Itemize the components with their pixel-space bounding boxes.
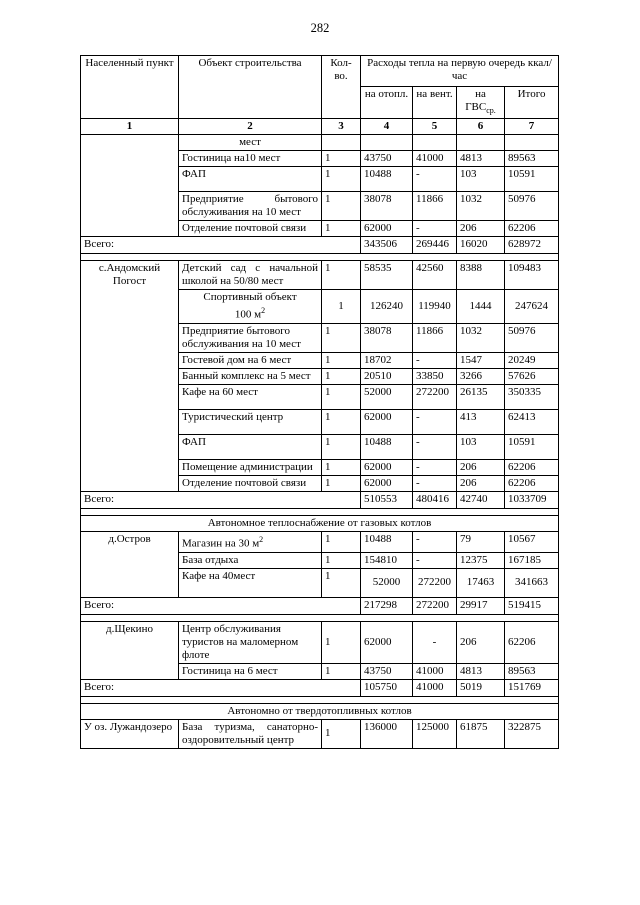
- total-row: [81, 597, 559, 614]
- vent-cell: 480416: [413, 491, 457, 508]
- vent-cell: -: [413, 475, 457, 491]
- column-numbers-row: [81, 119, 559, 135]
- vent-cell: 41000: [413, 151, 457, 167]
- total-cell: 89563: [505, 663, 559, 679]
- heating-cell: 510553: [361, 491, 413, 508]
- heating-cell: 20510: [361, 368, 413, 384]
- total-cell: 341663: [505, 568, 559, 597]
- heating-cell: 10488: [361, 167, 413, 192]
- header-heating: на отопл.: [361, 87, 413, 119]
- vent-cell: -: [413, 621, 457, 663]
- heating-cell: 58535: [361, 261, 413, 290]
- qty-cell: 1: [322, 221, 361, 237]
- heat-consumption-table: [80, 55, 559, 749]
- heating-cell: 126240: [361, 290, 413, 324]
- spacer-row: [81, 508, 559, 515]
- col-num: 3: [322, 119, 361, 135]
- header-row: [81, 56, 559, 87]
- vent-cell: -: [413, 352, 457, 368]
- object-cell: Кафе на 40мест: [179, 568, 322, 597]
- header-settlement: Населенный пункт: [81, 56, 179, 119]
- heating-cell: 62000: [361, 409, 413, 434]
- total-cell: 322875: [505, 719, 559, 748]
- total-cell: 62206: [505, 221, 559, 237]
- hws-cell: 103: [457, 434, 505, 459]
- hws-cell: 4813: [457, 151, 505, 167]
- vent-cell: 41000: [413, 679, 457, 696]
- header-heat: Расходы тепла на первую очередь ккал/час: [361, 56, 559, 87]
- vent-cell: 269446: [413, 237, 457, 254]
- hws-cell: 206: [457, 221, 505, 237]
- spacer-row: [81, 696, 559, 703]
- qty-cell: 1: [322, 621, 361, 663]
- object-cell: Отделение почтовой связи: [179, 221, 322, 237]
- total-cell: 62413: [505, 409, 559, 434]
- hws-cell: 8388: [457, 261, 505, 290]
- hws-cell: 29917: [457, 597, 505, 614]
- heating-cell: 154810: [361, 552, 413, 568]
- total-cell: 10591: [505, 167, 559, 192]
- place-cell: У оз. Лужандозеро: [81, 719, 179, 748]
- total-cell: 519415: [505, 597, 559, 614]
- spacer-row: [81, 254, 559, 261]
- qty-cell: 1: [322, 368, 361, 384]
- qty-cell: 1: [322, 384, 361, 409]
- table-row: [81, 135, 559, 151]
- col-num: 5: [413, 119, 457, 135]
- hws-cell: 413: [457, 409, 505, 434]
- heating-cell: 10488: [361, 434, 413, 459]
- total-cell: 10567: [505, 531, 559, 552]
- qty-cell: 1: [322, 352, 361, 368]
- vent-cell: 33850: [413, 368, 457, 384]
- heating-cell: 136000: [361, 719, 413, 748]
- object-cell: Центр обслуживания туристов на маломерном флоте: [179, 621, 322, 663]
- hws-cell: 26135: [457, 384, 505, 409]
- table-row: [81, 261, 559, 290]
- hws-cell: 206: [457, 459, 505, 475]
- hws-cell: 42740: [457, 491, 505, 508]
- qty-cell: 1: [322, 167, 361, 192]
- place-cell: с.Андомский Погост: [81, 261, 179, 492]
- heating-cell: 105750: [361, 679, 413, 696]
- col-num: 6: [457, 119, 505, 135]
- place-cell: д.Остров: [81, 531, 179, 597]
- vent-cell: -: [413, 167, 457, 192]
- place-cell: д.Щекино: [81, 621, 179, 679]
- total-cell: 50976: [505, 323, 559, 352]
- hws-cell: 16020: [457, 237, 505, 254]
- object-cell: База отдыха: [179, 552, 322, 568]
- qty-cell: 1: [322, 151, 361, 167]
- header-qty: Кол-во.: [322, 56, 361, 119]
- page-number: 282: [310, 21, 330, 35]
- qty-cell: 1: [322, 261, 361, 290]
- heating-cell: 18702: [361, 352, 413, 368]
- object-cell: ФАП: [179, 167, 322, 192]
- total-cell: 628972: [505, 237, 559, 254]
- col-num: 2: [179, 119, 322, 135]
- qty-cell: 1: [322, 409, 361, 434]
- total-cell: 151769: [505, 679, 559, 696]
- total-cell: [505, 135, 559, 151]
- hws-cell: 206: [457, 621, 505, 663]
- hws-cell: 17463: [457, 568, 505, 597]
- section-title: Автономно от твердотопливных котлов: [81, 703, 559, 719]
- total-cell: 167185: [505, 552, 559, 568]
- vent-cell: -: [413, 409, 457, 434]
- spacer-row: [81, 614, 559, 621]
- header-total: Итого: [505, 87, 559, 119]
- heating-cell: 217298: [361, 597, 413, 614]
- heating-cell: 62000: [361, 475, 413, 491]
- total-label: Всего:: [81, 597, 361, 614]
- total-label: Всего:: [81, 679, 361, 696]
- vent-cell: -: [413, 434, 457, 459]
- qty-cell: 1: [322, 323, 361, 352]
- qty-cell: 1: [322, 192, 361, 221]
- vent-cell: -: [413, 221, 457, 237]
- object-cell: Магазин на 30 $м^2$: [179, 531, 322, 552]
- total-cell: 247624: [505, 290, 559, 324]
- object-cell: ФАП: [179, 434, 322, 459]
- hws-cell: 206: [457, 475, 505, 491]
- heating-cell: 52000: [361, 384, 413, 409]
- vent-cell: 125000: [413, 719, 457, 748]
- heating-cell: 43750: [361, 151, 413, 167]
- object-cell: Предприятие бытового обслуживания на 10 мест: [179, 192, 322, 221]
- section-title: Автономное теплоснабжение от газовых котлов: [81, 515, 559, 531]
- vent-cell: 11866: [413, 192, 457, 221]
- vent-cell: -: [413, 459, 457, 475]
- total-label: Всего:: [81, 237, 361, 254]
- hws-cell: 61875: [457, 719, 505, 748]
- total-label: Всего:: [81, 491, 361, 508]
- col-num: 7: [505, 119, 559, 135]
- hws-cell: 1032: [457, 192, 505, 221]
- object-cell: Предприятие бытового обслуживания на 10 мест: [179, 323, 322, 352]
- total-cell: 89563: [505, 151, 559, 167]
- vent-cell: 119940: [413, 290, 457, 324]
- vent-cell: 272200: [413, 597, 457, 614]
- hws-cell: 103: [457, 167, 505, 192]
- object-cell: Детский сад с начальной школой на 50/80 мест: [179, 261, 322, 290]
- total-cell: 50976: [505, 192, 559, 221]
- total-cell: 62206: [505, 621, 559, 663]
- hws-cell: 79: [457, 531, 505, 552]
- vent-cell: 272200: [413, 568, 457, 597]
- heating-cell: 52000: [361, 568, 413, 597]
- vent-cell: -: [413, 552, 457, 568]
- total-cell: 10591: [505, 434, 559, 459]
- qty-cell: 1: [322, 290, 361, 324]
- object-cell: Гостиница на10 мест: [179, 151, 322, 167]
- vent-cell: -: [413, 531, 457, 552]
- qty-cell: 1: [322, 475, 361, 491]
- hws-cell: 1444: [457, 290, 505, 324]
- total-row: [81, 491, 559, 508]
- hws-cell: 12375: [457, 552, 505, 568]
- heating-cell: 10488: [361, 531, 413, 552]
- qty-cell: [322, 135, 361, 151]
- vent-cell: 272200: [413, 384, 457, 409]
- qty-cell: 1: [322, 531, 361, 552]
- qty-cell: 1: [322, 568, 361, 597]
- table-row: [81, 621, 559, 663]
- hws-cell: 1032: [457, 323, 505, 352]
- hws-cell: 3266: [457, 368, 505, 384]
- vent-cell: 41000: [413, 663, 457, 679]
- object-cell: База туризма, санаторно-оздоровительный центр: [179, 719, 322, 748]
- table-row: [81, 531, 559, 552]
- vent-cell: [413, 135, 457, 151]
- object-cell: Банный комплекс на 5 мест: [179, 368, 322, 384]
- total-row: [81, 237, 559, 254]
- object-cell: Помещение администрации: [179, 459, 322, 475]
- heating-cell: 62000: [361, 221, 413, 237]
- section-header-row: [81, 703, 559, 719]
- col-num: 1: [81, 119, 179, 135]
- place-cell: [81, 135, 179, 237]
- heating-cell: 343506: [361, 237, 413, 254]
- heating-cell: 62000: [361, 459, 413, 475]
- qty-cell: 1: [322, 552, 361, 568]
- qty-cell: 1: [322, 719, 361, 748]
- qty-cell: 1: [322, 434, 361, 459]
- object-cell: Отделение почтовой связи: [179, 475, 322, 491]
- object-cell: Гостиница на 6 мест: [179, 663, 322, 679]
- col-num: 4: [361, 119, 413, 135]
- vent-cell: 11866: [413, 323, 457, 352]
- section-header-row: [81, 515, 559, 531]
- hws-cell: [457, 135, 505, 151]
- total-cell: 1033709: [505, 491, 559, 508]
- total-cell: 109483: [505, 261, 559, 290]
- heating-cell: 43750: [361, 663, 413, 679]
- qty-cell: 1: [322, 459, 361, 475]
- object-cell: Кафе на 60 мест: [179, 384, 322, 409]
- total-cell: 62206: [505, 459, 559, 475]
- total-cell: 20249: [505, 352, 559, 368]
- table-row: [81, 719, 559, 748]
- total-row: [81, 679, 559, 696]
- hws-cell: 1547: [457, 352, 505, 368]
- object-cell: мест: [179, 135, 322, 151]
- qty-cell: 1: [322, 663, 361, 679]
- hws-cell: 4813: [457, 663, 505, 679]
- heating-cell: 38078: [361, 323, 413, 352]
- object-cell: Гостевой дом на 6 мест: [179, 352, 322, 368]
- total-cell: 57626: [505, 368, 559, 384]
- heating-cell: 38078: [361, 192, 413, 221]
- hws-cell: 5019: [457, 679, 505, 696]
- header-hws: на $ГВС_{ср.}$: [457, 87, 505, 119]
- header-object: Объект строительства: [179, 56, 322, 119]
- heating-cell: 62000: [361, 621, 413, 663]
- total-cell: 350335: [505, 384, 559, 409]
- vent-cell: 42560: [413, 261, 457, 290]
- object-cell: Спортивный объект 100 $м^2$: [179, 290, 322, 324]
- total-cell: 62206: [505, 475, 559, 491]
- heating-cell: [361, 135, 413, 151]
- header-vent: на вент.: [413, 87, 457, 119]
- object-cell: Туристический центр: [179, 409, 322, 434]
